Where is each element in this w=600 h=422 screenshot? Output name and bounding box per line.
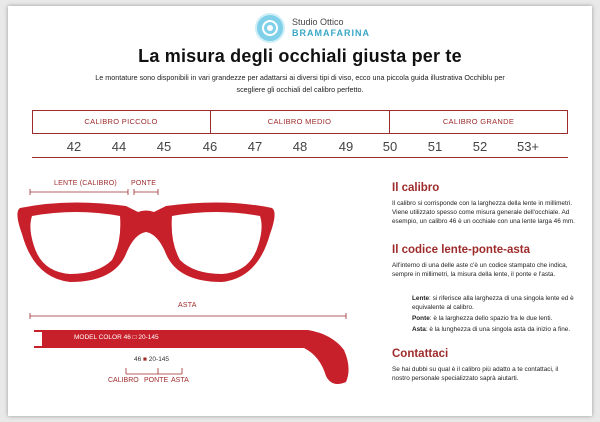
scale-number: 42: [66, 139, 82, 154]
glasses-diagram: [8, 176, 368, 396]
def-asta: [412, 325, 578, 334]
small-code-lens: 46: [134, 356, 142, 363]
def-desc: : è la larghezza dello spazio fra le due lenti.: [429, 315, 553, 322]
size-scale: [32, 110, 568, 158]
scale-number: 49: [338, 139, 354, 154]
def-desc: : si riferisce alla larghezza di una singola lente ed è equivalente al calibro.: [412, 295, 574, 311]
glasses-drawing: [8, 176, 368, 396]
scale-number: 50: [382, 139, 398, 154]
small-square-icon: ■: [143, 356, 147, 363]
ponte-label: PONTE: [131, 180, 157, 187]
brand-logo: [255, 12, 385, 44]
calibro-text: Il calibro si corrisponde con la larghezza della lente in millimetri. Viene utilizzato spesso come misura generale dell'occhiale. Ad esempio, un calibro 46 è un occhiale con una lente larga 46 mm.: [392, 200, 575, 225]
scale-number: 44: [111, 139, 127, 154]
contattaci-heading: Contattaci: [392, 348, 449, 360]
scale-group-small: CALIBRO PICCOLO: [84, 117, 158, 126]
scale-baseline: [32, 157, 568, 158]
scale-number: 45: [156, 139, 172, 154]
scale-group-medium: CALIBRO MEDIO: [267, 117, 332, 126]
def-term: Asta: [412, 326, 426, 333]
scale-number: 48: [292, 139, 308, 154]
scale-number: 47: [247, 139, 263, 154]
scale-group-large: CALIBRO GRANDE: [442, 117, 515, 126]
brand-surname: BRAMAFARINA: [292, 28, 370, 38]
temple-square-icon: □: [132, 334, 137, 341]
small-code: [134, 356, 169, 363]
page-title: La misura degli occhiali giusta per te: [138, 46, 462, 66]
page-subtitle: Le montature sono disponibili in vari grandezze per adattarsi ai diversi tipi di viso, ecco una piccola guida illustrativa Occhiblu per scegliere gli occhiali del calibro perfetto.: [95, 73, 505, 94]
legend-ponte: PONTE: [144, 377, 169, 384]
codice-heading: Il codice lente-ponte-asta: [392, 244, 531, 256]
def-term: Lente: [412, 295, 430, 302]
brand-name: Studio Ottico: [292, 17, 344, 27]
codice-text: All'interno di una delle aste c'è un codice stampato che indica, sempre in millimetri, la misura della lente, il ponte e l'asta.: [392, 262, 568, 278]
scale-number: 53+: [516, 139, 540, 154]
legend-calibro: CALIBRO: [108, 377, 139, 384]
def-lente: [412, 294, 578, 312]
contattaci-text: Se hai dubbi su qual è il calibro più adatto a te contattaci, il nostro personale specializzato saprà aiutarti.: [392, 366, 559, 382]
scale-number: 46: [202, 139, 218, 154]
temple-model-text: MODEL COLOR 46: [74, 334, 131, 341]
def-term: Ponte: [412, 315, 430, 322]
temple-code: 20-145: [138, 334, 159, 341]
scale-number: 51: [427, 139, 443, 154]
lente-label: LENTE (CALIBRO): [54, 180, 117, 187]
calibro-heading: Il calibro: [392, 182, 440, 194]
scale-number: 52: [472, 139, 488, 154]
logo-eye-icon: [255, 13, 285, 43]
small-code-rest: 20-145: [148, 356, 170, 363]
asta-label: ASTA: [178, 302, 197, 309]
guide-page: [8, 6, 592, 416]
legend-asta: ASTA: [171, 377, 189, 384]
temple-print: [74, 334, 159, 341]
def-ponte: [412, 314, 578, 323]
def-desc: : è la lunghezza di una singola asta da inizio a fine.: [425, 326, 571, 333]
